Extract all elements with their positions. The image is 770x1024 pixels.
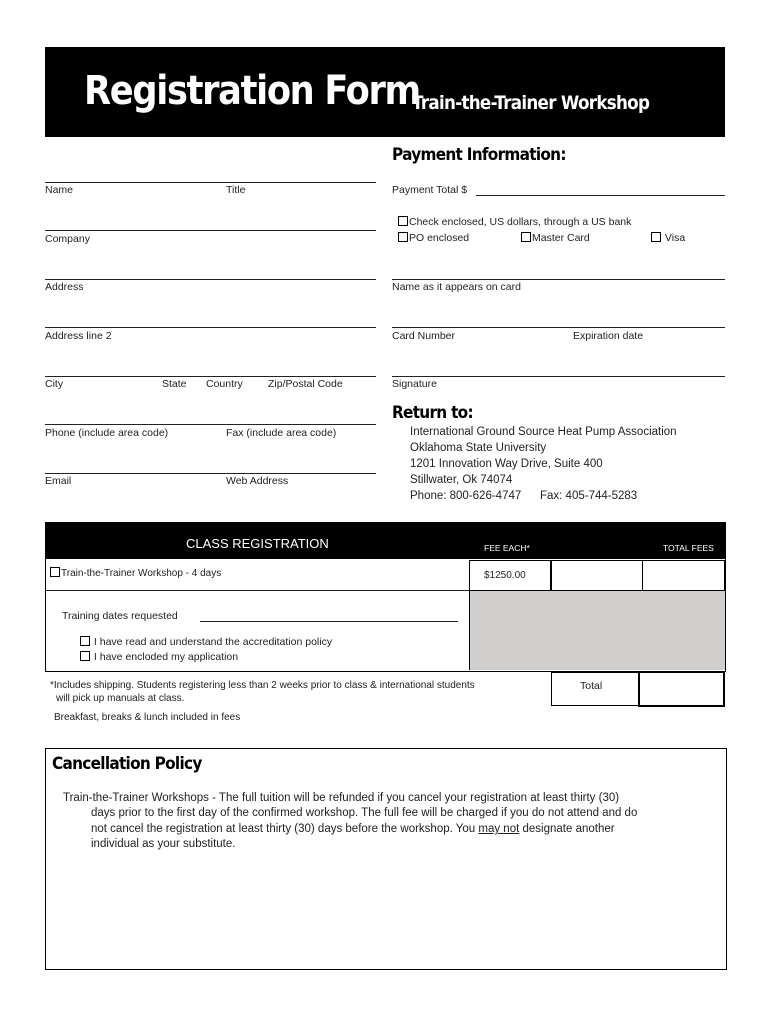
signature-line — [392, 376, 725, 377]
title-label: Title — [226, 184, 246, 196]
check-option-label: Check enclosed, US dollars, through a US bank — [409, 216, 632, 228]
state-label: State — [162, 378, 187, 390]
meals-note: Breakfast, breaks & lunch included in fees — [54, 712, 241, 723]
cancellation-line-2: days prior to the first day of the confirmed workshop. The full fee will be charged if you do not attend and do — [91, 807, 638, 819]
company-input[interactable] — [45, 215, 376, 229]
return-line-4: Stillwater, Ok 74074 — [410, 474, 513, 486]
address2-line — [45, 327, 376, 328]
fax-label: Fax (include area code) — [226, 427, 337, 439]
return-line-1: International Ground Source Heat Pump Association — [410, 426, 677, 438]
signature-input[interactable] — [392, 361, 725, 375]
policy-checkbox[interactable] — [80, 636, 90, 646]
address-label: Address — [45, 281, 84, 293]
phone-input[interactable] — [45, 409, 376, 423]
may-not-emphasis: may not — [478, 823, 520, 835]
city-input[interactable] — [45, 361, 376, 375]
dates-input[interactable] — [200, 606, 458, 620]
quantity-cell[interactable] — [551, 560, 643, 591]
payment-total-line — [476, 195, 725, 196]
policy-check-option[interactable] — [80, 636, 332, 648]
card-number-input[interactable] — [392, 312, 725, 326]
address2-label: Address line 2 — [45, 330, 112, 342]
city-line — [45, 376, 376, 377]
fee-each-header: FEE EACH* — [484, 543, 530, 553]
total-label: Total — [580, 680, 603, 692]
address2-input[interactable] — [45, 312, 376, 326]
application-checkbox[interactable] — [80, 651, 90, 661]
shipping-note-1: *Includes shipping. Students registering less than 2 weeks prior to class & international students — [50, 680, 475, 691]
cancellation-line-1: Train-the-Trainer Workshops - The full tuition will be refunded if you cancel your registration at least thirty (30) — [63, 792, 620, 804]
check-option[interactable] — [398, 216, 631, 228]
country-label: Country — [206, 378, 243, 390]
cancellation-heading: Cancellation Policy — [52, 754, 202, 774]
shaded-cell — [469, 591, 725, 670]
payment-total-label: Payment Total $ — [392, 184, 468, 196]
visa-option[interactable] — [651, 232, 685, 244]
signature-label: Signature — [392, 378, 437, 390]
zip-label: Zip/Postal Code — [268, 378, 343, 390]
city-label: City — [45, 378, 64, 390]
fee-value: $1250.00 — [484, 570, 526, 581]
return-line-3: 1201 Innovation Way Drive, Suite 400 — [410, 458, 603, 470]
company-label: Company — [45, 233, 90, 245]
address-input[interactable] — [45, 264, 376, 278]
card-name-input[interactable] — [392, 264, 725, 278]
cancellation-line-3 — [91, 822, 615, 838]
total-fees-cell[interactable] — [642, 560, 725, 591]
cancellation-line-3-end: designate another — [519, 823, 615, 835]
check-checkbox[interactable] — [398, 216, 408, 226]
cancellation-box — [45, 748, 727, 970]
course-option[interactable] — [50, 567, 221, 579]
payment-heading: Payment Information: — [392, 145, 566, 165]
card-number-line — [392, 327, 725, 328]
po-option-label: PO enclosed — [409, 232, 470, 244]
policy-check-label: I have read and understand the accreditation policy — [93, 636, 333, 648]
card-number-label: Card Number — [392, 330, 456, 342]
phone-line — [45, 424, 376, 425]
address-line — [45, 279, 376, 280]
application-check-label: I have encloded my application — [93, 651, 239, 663]
email-label: Email — [45, 475, 72, 487]
return-phone: Phone: 800-626-4747 — [410, 490, 522, 502]
class-registration-header — [45, 522, 725, 559]
application-check-option[interactable] — [80, 651, 238, 663]
name-label: Name — [45, 184, 74, 196]
card-name-line — [392, 279, 725, 280]
visa-option-label: Visa — [664, 232, 686, 244]
phone-label: Phone (include area code) — [45, 427, 169, 439]
dates-line — [200, 621, 458, 622]
return-to-heading: Return to: — [392, 403, 473, 423]
course-checkbox[interactable] — [50, 567, 60, 577]
card-name-label: Name as it appears on card — [392, 281, 521, 293]
po-option[interactable] — [398, 232, 469, 244]
name-title-line — [45, 182, 376, 183]
expiration-label: Expiration date — [573, 330, 644, 342]
mastercard-option-label: Master Card — [532, 232, 590, 244]
mastercard-checkbox[interactable] — [521, 232, 531, 242]
visa-checkbox[interactable] — [651, 232, 661, 242]
class-registration-heading: CLASS REGISTRATION — [186, 536, 329, 551]
return-line-2: Oklahoma State University — [410, 442, 547, 454]
form-title: Registration Form — [84, 68, 420, 114]
form-subtitle: Train-the-Trainer Workshop — [412, 92, 650, 114]
return-fax: Fax: 405-744-5283 — [540, 490, 638, 502]
course-label: Train-the-Trainer Workshop - 4 days — [61, 568, 222, 579]
po-checkbox[interactable] — [398, 232, 408, 242]
dates-label: Training dates requested — [62, 610, 178, 622]
name-input[interactable] — [45, 167, 376, 181]
company-line — [45, 230, 376, 231]
total-amount-cell[interactable] — [638, 671, 725, 707]
mastercard-option[interactable] — [521, 232, 590, 244]
total-fees-header: TOTAL FEES — [663, 543, 714, 553]
cancellation-line-4: individual as your substitute. — [91, 838, 236, 850]
web-label: Web Address — [226, 475, 289, 487]
shipping-note-2: will pick up manuals at class. — [56, 693, 185, 704]
email-input[interactable] — [45, 458, 376, 472]
email-line — [45, 473, 376, 474]
cancellation-line-3-start: not cancel the registration at least thirty (30) days before the workshop. You — [91, 823, 479, 835]
payment-total-input[interactable] — [476, 180, 725, 194]
